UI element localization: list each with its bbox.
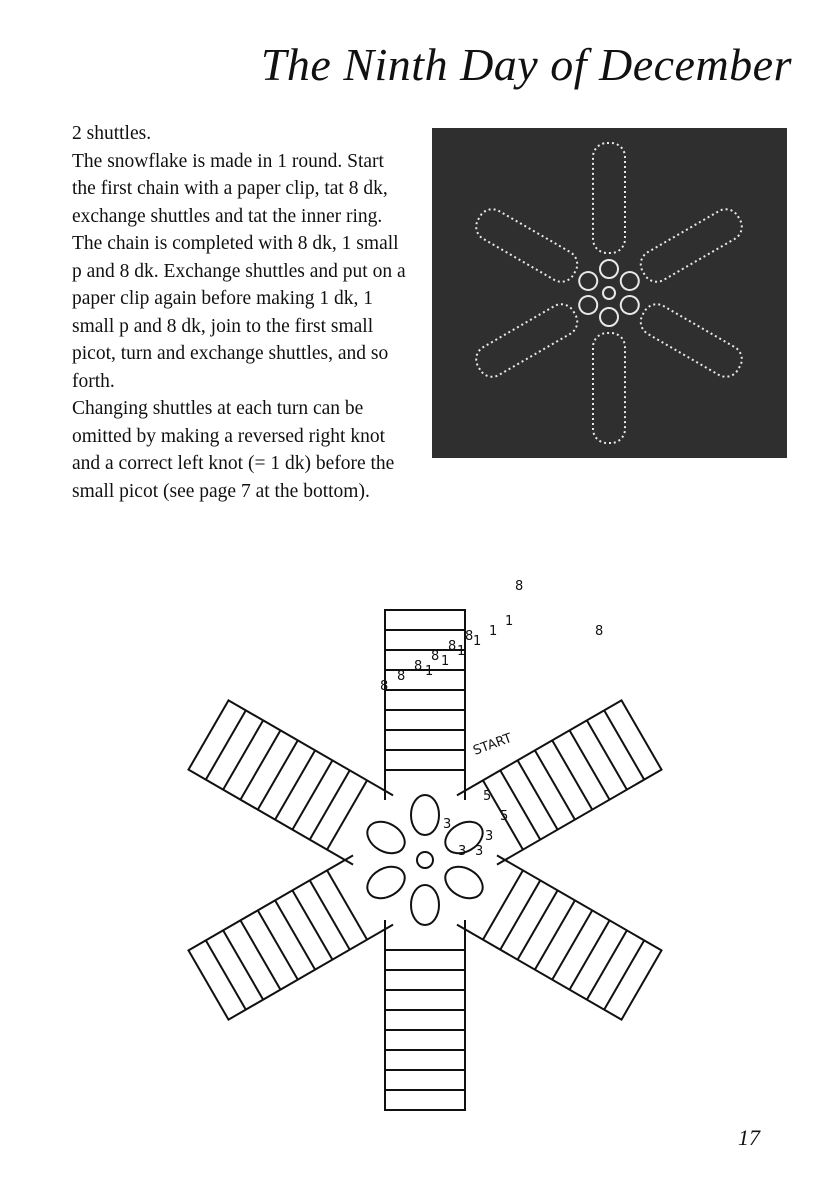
- diagram-count-label: 5: [483, 789, 492, 804]
- instruction-paragraph: 2 shuttles.: [72, 123, 152, 144]
- diagram-count-label: 3: [485, 829, 494, 844]
- diagram-count-label: 1: [441, 654, 450, 669]
- photo-arm: [471, 287, 604, 382]
- diagram-count-label: 8: [380, 679, 389, 694]
- instruction-paragraph: Changing shuttles at each turn can be omitted by making a reversed right knot and a correct left knot (= 1 dk) before the small picot (see page 7 at the bottom).: [72, 398, 395, 502]
- diagram-count-label: 1: [505, 614, 514, 629]
- diagram-count-label: 3: [443, 817, 452, 832]
- tatting-diagram-drawing: [125, 570, 725, 1130]
- diagram-count-label: 3: [458, 844, 467, 859]
- diagram-start-label: START: [471, 730, 515, 759]
- diagram-count-label: 8: [397, 669, 406, 684]
- diagram-count-label: 1: [425, 664, 434, 679]
- diagram-arm: [427, 838, 662, 1020]
- diagram-count-label: 8: [595, 624, 604, 639]
- page-title: The Ninth Day of December: [260, 39, 792, 90]
- photo-arm: [614, 204, 747, 299]
- diagram-count-label: 8: [448, 639, 457, 654]
- snowflake-photo: [432, 128, 787, 458]
- diagram-count-label: 8: [414, 659, 423, 674]
- photo-arm: [614, 287, 747, 382]
- page-number: 17: [738, 1125, 760, 1150]
- diagram-arm: [385, 885, 465, 1110]
- diagram-count-label: 8: [465, 629, 474, 644]
- tatting-diagram: [125, 570, 725, 1130]
- diagram-count-label: 1: [457, 644, 466, 659]
- diagram-count-label: 1: [473, 634, 482, 649]
- diagram-count-label: 1: [489, 624, 498, 639]
- instruction-paragraph: The snowflake is made in 1 round. Start the first chain with a paper clip, tat 8 dk, exchange shuttles and tat the inner ring. The chain is completed with 8 dk, 1 small p and 8 dk. Exchange shuttles and put on a paper clip again before making 1 dk, 1 small p and 8 dk, join to the first small picot, turn and exchange shuttles, and so forth.: [72, 150, 406, 392]
- photo-arm: [593, 143, 625, 278]
- snowflake-photo-drawing: [432, 128, 787, 458]
- photo-arm: [471, 204, 604, 299]
- diagram-count-label: 5: [500, 809, 509, 824]
- diagram-count-label: 3: [475, 844, 484, 859]
- photo-arm: [593, 308, 625, 443]
- instructions-text: [72, 120, 412, 505]
- diagram-arm: [188, 700, 423, 882]
- diagram-arm: [188, 838, 423, 1020]
- diagram-count-label: 8: [515, 579, 524, 594]
- diagram-count-label: 8: [431, 649, 440, 664]
